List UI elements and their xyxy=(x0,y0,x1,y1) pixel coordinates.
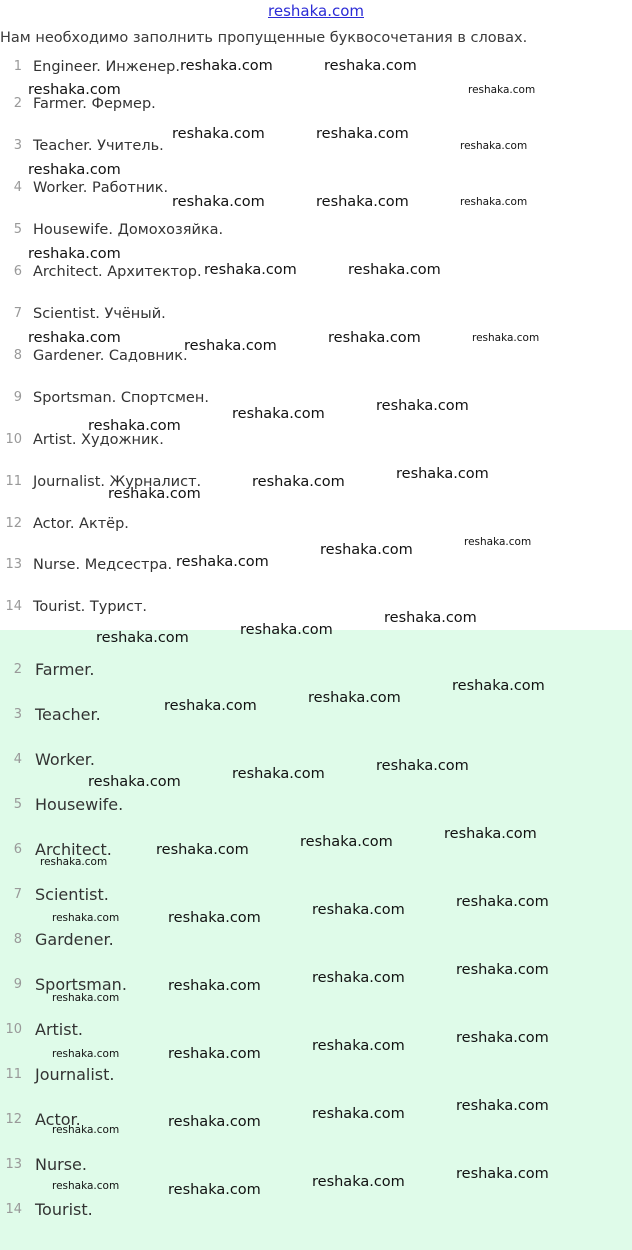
watermark: reshaka.com xyxy=(180,58,273,74)
watermark: reshaka.com xyxy=(472,332,540,344)
watermark: reshaka.com xyxy=(232,766,325,782)
item-number: 3 xyxy=(13,707,22,722)
item-number: 4 xyxy=(13,180,22,195)
item-number: 5 xyxy=(13,222,22,237)
item-text: Teacher. Учитель. xyxy=(33,138,164,154)
item-text: Journalist. xyxy=(35,1065,115,1084)
item-text: Architect. Архитектор. xyxy=(33,264,202,280)
watermark: reshaka.com xyxy=(172,126,265,142)
watermark: reshaka.com xyxy=(348,262,441,278)
watermark: reshaka.com xyxy=(88,774,181,790)
item-text: Housewife. Домохозяйка. xyxy=(33,222,224,238)
item-text: Tourist. xyxy=(35,1200,93,1219)
item-text: Nurse. Медсестра. xyxy=(33,557,173,573)
watermark: reshaka.com xyxy=(184,338,277,354)
watermark: reshaka.com xyxy=(232,406,325,422)
item-number: 9 xyxy=(13,390,22,405)
item-text: Scientist. xyxy=(35,885,109,904)
item-text: Gardener. Садовник. xyxy=(33,348,188,364)
item-number: 11 xyxy=(5,1067,22,1082)
item-text: Architect. xyxy=(35,840,112,859)
item-text: Housewife. xyxy=(35,795,124,814)
item-number: 2 xyxy=(13,662,22,677)
item-number: 2 xyxy=(13,96,22,111)
watermark: reshaka.com xyxy=(96,630,189,646)
item-number: 9 xyxy=(13,977,22,992)
item-text: Sportsman. xyxy=(35,975,127,994)
watermark: reshaka.com xyxy=(308,690,401,706)
watermark: reshaka.com xyxy=(468,84,536,96)
item-text: Teacher. xyxy=(35,705,101,724)
item-number: 10 xyxy=(5,432,22,447)
watermark: reshaka.com xyxy=(156,842,249,858)
watermark: reshaka.com xyxy=(108,486,201,502)
watermark: reshaka.com xyxy=(28,82,121,98)
item-number: 11 xyxy=(5,474,22,489)
watermark: reshaka.com xyxy=(312,1038,405,1054)
watermark: reshaka.com xyxy=(456,1166,549,1182)
item-text: Journalist. Журналист. xyxy=(33,474,202,490)
site-link[interactable]: reshaka.com xyxy=(268,2,364,20)
answer-word-list xyxy=(0,630,632,1250)
watermark: reshaka.com xyxy=(312,1106,405,1122)
item-number: 3 xyxy=(13,138,22,153)
item-number: 13 xyxy=(5,1157,22,1172)
item-number: 14 xyxy=(5,599,22,614)
watermark: reshaka.com xyxy=(168,1182,261,1198)
watermark: reshaka.com xyxy=(176,554,269,570)
watermark: reshaka.com xyxy=(312,970,405,986)
watermark: reshaka.com xyxy=(28,162,121,178)
item-number: 4 xyxy=(13,752,22,767)
item-text: Farmer. Фермер. xyxy=(33,96,156,112)
item-number: 14 xyxy=(5,1202,22,1217)
watermark: reshaka.com xyxy=(460,196,528,208)
watermark: reshaka.com xyxy=(456,1098,549,1114)
watermark: reshaka.com xyxy=(320,542,413,558)
item-text: Nurse. xyxy=(35,1155,87,1174)
item-text: Farmer. xyxy=(35,660,95,679)
item-number: 1 xyxy=(13,59,22,74)
watermark: reshaka.com xyxy=(164,698,257,714)
watermark: reshaka.com xyxy=(52,1180,120,1192)
item-number: 12 xyxy=(5,1112,22,1127)
item-number: 8 xyxy=(13,348,22,363)
item-number: 10 xyxy=(5,1022,22,1037)
watermark: reshaka.com xyxy=(52,1048,120,1060)
watermark: reshaka.com xyxy=(312,1174,405,1190)
item-text: Tourist. Турист. xyxy=(33,599,147,615)
watermark: reshaka.com xyxy=(376,398,469,414)
watermark: reshaka.com xyxy=(328,330,421,346)
watermark: reshaka.com xyxy=(456,962,549,978)
watermark: reshaka.com xyxy=(204,262,297,278)
watermark: reshaka.com xyxy=(324,58,417,74)
item-text: Scientist. Учёный. xyxy=(33,306,166,322)
watermark: reshaka.com xyxy=(316,194,409,210)
watermark: reshaka.com xyxy=(28,330,121,346)
watermark: reshaka.com xyxy=(172,194,265,210)
watermark: reshaka.com xyxy=(168,910,261,926)
item-text: Artist. xyxy=(35,1020,83,1039)
watermark: reshaka.com xyxy=(464,536,532,548)
item-number: 5 xyxy=(13,797,22,812)
watermark: reshaka.com xyxy=(452,678,545,694)
item-text: Artist. Художник. xyxy=(33,432,164,448)
watermark: reshaka.com xyxy=(88,418,181,434)
watermark: reshaka.com xyxy=(52,912,120,924)
item-number: 12 xyxy=(5,516,22,531)
item-number: 6 xyxy=(13,842,22,857)
watermark: reshaka.com xyxy=(396,466,489,482)
intro-text: Нам необходимо заполнить пропущенные буквосочетания в словах. xyxy=(0,30,528,46)
watermark: reshaka.com xyxy=(456,1030,549,1046)
watermark: reshaka.com xyxy=(460,140,528,152)
item-text: Actor. Актёр. xyxy=(33,516,129,532)
watermark: reshaka.com xyxy=(52,1124,120,1136)
item-text: Actor. xyxy=(35,1110,81,1129)
watermark: reshaka.com xyxy=(312,902,405,918)
item-number: 8 xyxy=(13,932,22,947)
watermark: reshaka.com xyxy=(40,856,108,868)
watermark: reshaka.com xyxy=(316,126,409,142)
item-text: Worker. Работник. xyxy=(33,180,169,196)
watermark: reshaka.com xyxy=(168,978,261,994)
item-number: 7 xyxy=(13,887,22,902)
watermark: reshaka.com xyxy=(300,834,393,850)
watermark: reshaka.com xyxy=(168,1046,261,1062)
item-text: Sportsman. Спортсмен. xyxy=(33,390,209,406)
item-number: 7 xyxy=(13,306,22,321)
watermark: reshaka.com xyxy=(240,622,333,638)
item-number: 6 xyxy=(13,264,22,279)
item-text: Worker. xyxy=(35,750,95,769)
watermark: reshaka.com xyxy=(52,992,120,1004)
watermark: reshaka.com xyxy=(456,894,549,910)
watermark: reshaka.com xyxy=(376,758,469,774)
watermark: reshaka.com xyxy=(252,474,345,490)
item-text: Gardener. xyxy=(35,930,114,949)
watermark: reshaka.com xyxy=(168,1114,261,1130)
watermark: reshaka.com xyxy=(444,826,537,842)
item-number: 13 xyxy=(5,557,22,572)
watermark: reshaka.com xyxy=(384,610,477,626)
item-text: Engineer. Инженер. xyxy=(33,59,180,75)
watermark: reshaka.com xyxy=(28,246,121,262)
